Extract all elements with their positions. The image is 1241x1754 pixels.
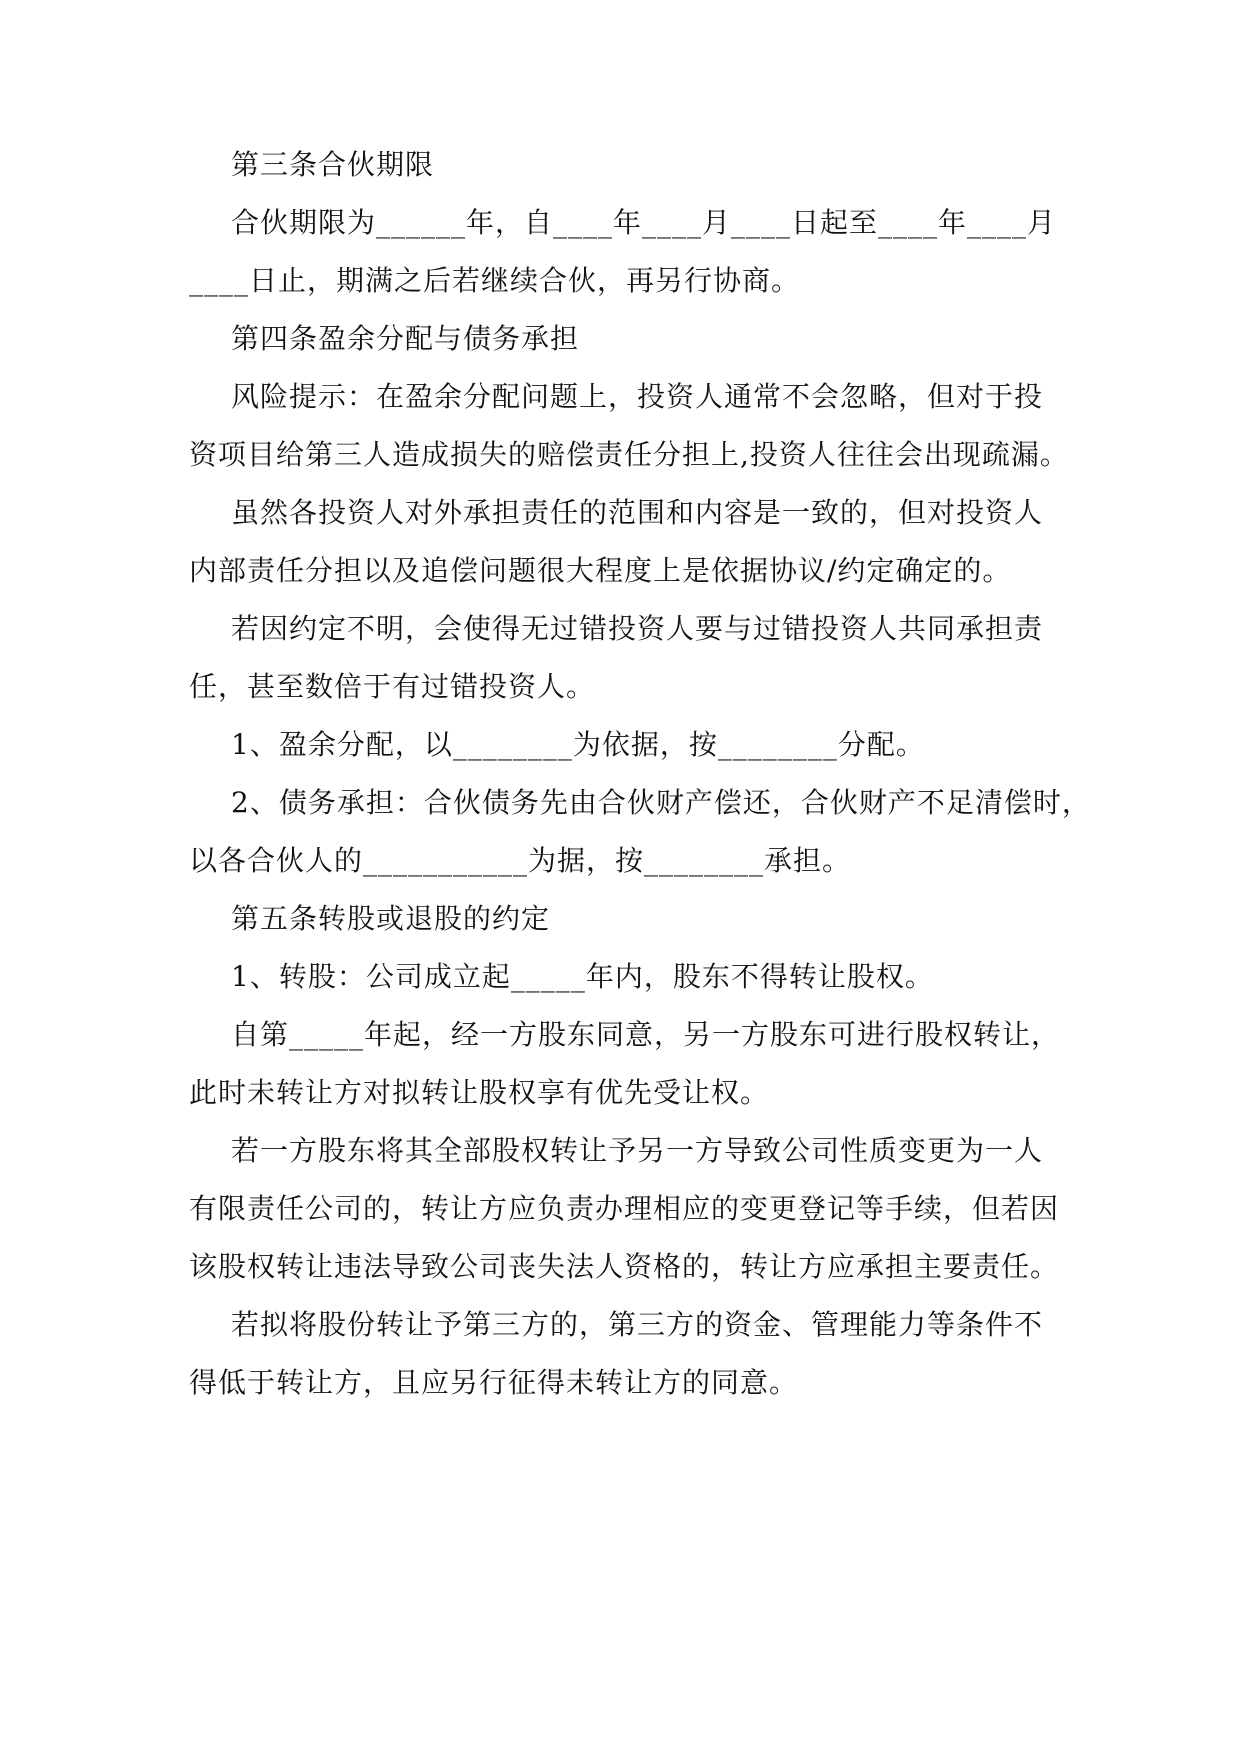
section-heading-term: 第三条合伙期限 (231, 148, 435, 181)
text-line: 该股权转让违法导致公司丧失法人资格的，转让方应承担主要责任。 (189, 1250, 1060, 1283)
section-heading-transfer: 第五条转股或退股的约定 (231, 902, 551, 935)
text-line: 若拟将股份转让予第三方的，第三方的资金、管理能力等条件不 (231, 1308, 1044, 1341)
text-line: 任，甚至数倍于有过错投资人。 (189, 670, 596, 703)
text-line: 风险提示：在盈余分配问题上，投资人通常不会忽略，但对于投 (231, 380, 1044, 413)
text-line: 内部责任分担以及追偿问题很大程度上是依据协议/约定确定的。 (189, 554, 1012, 587)
text-line: 虽然各投资人对外承担责任的范围和内容是一致的，但对投资人 (231, 496, 1044, 529)
text-line: 以各合伙人的___________为据，按________承担。 (189, 844, 852, 877)
text-line: ____日止，期满之后若继续合伙，再另行协商。 (189, 264, 801, 297)
text-line: 资项目给第三人造成损失的赔偿责任分担上,投资人往往会出现疏漏。 (189, 438, 1069, 471)
text-line: 若一方股东将其全部股权转让予另一方导致公司性质变更为一人 (231, 1134, 1044, 1167)
text-line: 有限责任公司的，转让方应负责办理相应的变更登记等手续，但若因 (189, 1192, 1060, 1225)
section-heading-profit: 第四条盈余分配与债务承担 (231, 322, 580, 355)
text-line: 2、债务承担：合伙债务先由合伙财产偿还，合伙财产不足清偿时， (231, 786, 1091, 819)
text-line: 合伙期限为______年，自____年____月____日起至____年____月 (231, 206, 1057, 239)
text-line: 1、盈余分配，以________为依据，按________分配。 (231, 728, 925, 761)
text-line: 若因约定不明，会使得无过错投资人要与过错投资人共同承担责 (231, 612, 1044, 645)
text-line: 1、转股：公司成立起_____年内，股东不得转让股权。 (231, 960, 934, 993)
text-line: 此时未转让方对拟转让股权享有优先受让权。 (189, 1076, 770, 1109)
text-line: 自第_____年起，经一方股东同意，另一方股东可进行股权转让， (231, 1018, 1061, 1051)
text-line: 得低于转让方，且应另行征得未转让方的同意。 (189, 1366, 799, 1399)
